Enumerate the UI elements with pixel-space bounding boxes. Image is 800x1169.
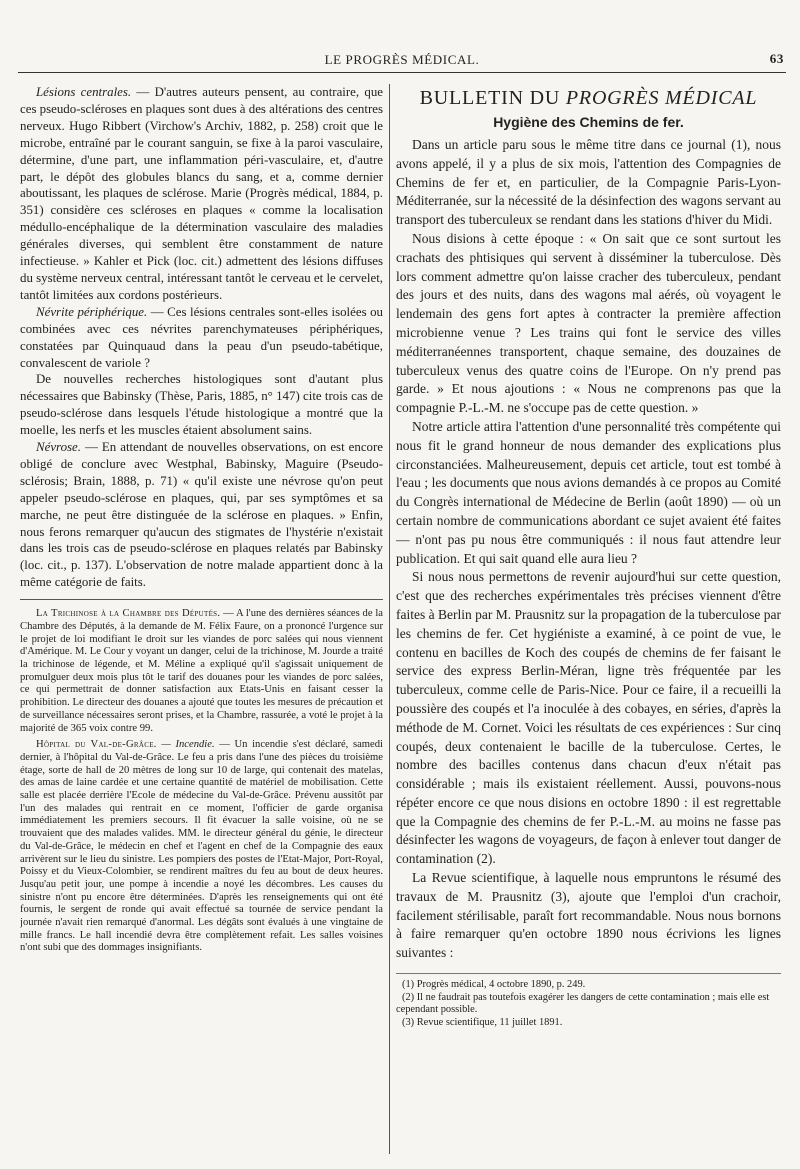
news-text: — A l'une des dernières séances de la Chambre des Députés, à la demande de M. Félix Faure, on a prononcé l'urgence sur le projet de loi modifiant le droit sur les viandes de porc salées qui nous viennent d'Amérique. M. Le Cour y voyant un danger, celui de la trichinose, M. Jourde a traité la trichinose de légende, et M. Méline a expliqué qu'il s'agissait uniquement de promulguer deux mois plus tôt le tarif des douanes pour les viandes de porc salées, ce qui permettrait de donner satisfaction aux Etats-Unis en faisant cesser la prohibition. Le directeur des douanes a ajouté que toutes les mesures de précaution et de surveillance nécessaires seront prises, et la Chambre, rassurée, a voté le projet à la majorité de 365 voix contre 99. [20,608,383,734]
news-heading: Hôpital du Val-de-Grâce. [36,739,157,751]
news-item-trichinose [20,608,383,735]
article-paragraph-5: La Revue scientifique, à laquelle nous empruntons le résumé des travaux de M. Prausnitz (3), ajoute que l'emploi d'un crachoir, facilement stérilisable, paraît fort recommandable. Nous nous bornons à faire remarquer qu'en octobre 1890 nous écrivions les lignes suivantes : [396,870,781,961]
news-heading: La Trichinose à la Chambre des Députés. [36,608,221,620]
article-paragraph-3: Notre article attira l'attention d'une personnalité très compétente qui nous fit le grand honneur de nous demander des explications plus circonstanciées. Malheureusement, depuis cet article, tout est tombé à l'eau ; les documents que nous avions demandés à ce propos au Comité du Congrès international de Médecine de Berlin (août 1890) — où un certain nombre de communications abordant ce sujet avaient été faites — n'ont pas pu nous être communiqués : il nous faut attendre leur publication. Et qui sait quand elle aura lieu ? [396,418,781,566]
footnote-3: (3) Revue scientifique, 11 juillet 1891. [402,1016,563,1028]
page-number: 63 [769,51,784,66]
footnotes [396,973,781,1029]
section-label: Lésions centrales. [36,85,132,99]
right-column [396,84,781,1149]
paragraph-text: — Ces lésions centrales sont-elles isolées ou combinées avec ces névrites parenchymateuses périphériques, constatées par Quinquaud dans la peau d'un pseudo-tabétique, convalescent de variole ? [20,304,383,370]
news-subheading: — Incendie. [156,739,215,751]
news-section [20,599,383,955]
news-item-val-de-grace [20,739,383,955]
paragraph-recherches: De nouvelles recherches histologiques sont d'autant plus nécessaires que Babinsky (Thèse, Paris, 1885, n° 147) cite trois cas de pseudo-sclérose dans lesquels l'étude histologique a montré que la moelle, les nerfs et les muscles étaient absolument sains. [20,372,383,438]
article-title: Hygiène des Chemins de fer. [493,114,684,130]
bulletin-heading-italic: PROGRÈS MÉDICAL [565,87,758,109]
news-text: — Un incendie s'est déclaré, samedi dernier, à l'hôpital du Val-de-Grâce. Le feu a pris dans l'une des pièces du troisième étage, sorte de hall de 20 mètres de long sur 10 de large, qui contenait des matelas, des amas de laine cardée et une certaine quantité de matériel de mobilisation. Cette salle est placée derrière l'Ecole de médecine du Val-de-Grâce. Prévenu aussitôt par l'un des malades qui rentrait en ce moment, l'officier de garde organisa immédiatement les premiers secours. Il fit évacuer la salle voisine, où ne se trouvaient que des malades valides. MM. le directeur général du génie, le directeur du Val-de-Grâce, le médecin en chef et l'agent en chef de la Compagnie des eaux arrivèrent sur le lieu du sinistre. Les pompiers des postes de l'Etat-Major, Port-Royal, Poissy et du Vieux-Colombier, se rendirent maîtres du feu au bout de deux heures. Jusqu'au petit jour, une pompe à incendie a noyé les décombres. Les causes du sinistre n'ont pu encore être déterminées. D'après les renseignements qui ont été fournis, le sergent de ronde qui avait effectué sa tournée de service pendant la journée n'avait rien remarqué d'anormal. Les dégâts sont évalués à une vingtaine de mille francs. Le hall incendié devra être complètement refait. Les salles voisines n'ont subi que des dommages insignifiants. [20,739,383,954]
section-label: Névrite périphérique. [36,304,148,319]
footnote-1: (1) Progrès médical, 4 octobre 1890, p. 249. [402,979,586,991]
paragraph-nevrose [20,439,383,591]
column-divider [389,84,390,1154]
journal-title: LE PROGRÈS MÉDICAL. [324,52,480,67]
section-label: Névrose. [36,440,81,455]
article-paragraph-4: Si nous nous permettons de revenir aujourd'hui sur cette question, c'est que des recherches expérimentales très précises viennent d'être faites à Berlin par M. Prausnitz sur la propagation de la tuberculose par les chemins de fer. Cet hygiéniste a examiné, à ce point de vue, le contenu en bacilles de Koch des coupés de chemins de fer faisant le service des express Berlin-Méran, ligne très fréquentée par les tuberculeux, comme celle de Paris-Nice. Pour ce faire, il a recueilli la poussière des coupés et l'a inoculée à des cobayes, en séries, d'après la méthode de M. Cornet. Voici les résultats de ces expériences : Sur cinq coupés, deux contenaient le bacille de la tuberculose. Certes, le nombre des bacilles contenus dans chacun d'eux n'était pas considérable ; mais ils existaient réellement. Aussi, pouvons-nous répéter encore ce que nous disions en octobre 1890 : il est regrettable que la Compagnie des chemins de fer P.-L.-M. au moins ne fasse pas désinfecter les wagons de voyageurs, de façon à enlever tout danger de contamination (2). [396,569,781,867]
article-paragraph-1: Dans un article paru sous le même titre dans ce journal (1), nous avons appelé, il y a plus de six mois, l'attention des Compagnies de Chemins de fer et, en particulier, de la Compagnie Paris-Lyon-Méditerranée, sur la nécessité de la désinfection des wagons servant au transport des tuberculeux se rendant dans les stations d'hiver du Midi. [396,137,781,228]
footnote-2: (2) Il ne faudrait pas toutefois exagérer les dangers de cette contamination ; mais elle est cependant possible. [396,991,770,1016]
left-column [20,84,383,1149]
bulletin-heading-plain: BULLETIN DU [419,87,566,109]
running-header [18,50,786,73]
paragraph-text: — D'autres auteurs pensent, au contraire, que ces pseudo-scléroses en plaques sont dues à des altérations des centres nerveux. Hugo Ribbert (Virchow's Archiv, 1882, p. 258) croit que le microbe, entraîné par le courant sanguin, se fixe à la paroi vasculaire, détermine, d'une part, une inflammation péri-vasculaire, et, d'autre part, le dépôt des globules blancs du sang, et a, comme dernier aboutissant, les plaques de sclérose. Marie (Progrès médical, 1884, p. 351) considère ces scléroses en plaques « comme la localisation médullo-encéphalique de la détermination vasculaire des maladies générales diverses, qui semblent être constamment de nature infectieuse. » Kahler et Pick (loc. cit.) admettent des lésions diffuses du système nerveux central, intéressant tantôt le cerveau et le cervelet, tantôt limitées aux cordons postérieurs. [20,85,383,302]
paragraph-text: — En attendant de nouvelles observations, on est encore obligé de conclure avec Westphal, Babinsky, Maguire (Pseudo-sclérosis; Brain, 1888, p. 71) « qu'il existe une névrose qu'on peut appeler pseudo-sclérose en plaques, qui, par ses symptômes et sa marche, ne peut être distinguée de la sclérose en plaques. » Enfin, nous ferons remarquer qu'aucun des stigmates de l'hystérie n'existait dans les trois cas de pseudo-sclérose en plaques relatés par Babinsky (loc. cit., p. 137). L'observation de notre malade appartient donc à la même catégorie de faits. [20,440,383,590]
bulletin-heading [396,86,781,110]
article-paragraph-2: Nous disions à cette époque : « On sait que ce sont surtout les crachats des phtisiques qui servent à disséminer la tuberculose. Dès lors comment admettre qu'on laisse cracher des tuberculeux, pendant des jours et des nuits, dans des wagons mal aérés, où voyagent le lendemain des gens fort aptes à contracter la première affection microbienne venue ? Les trains qui font le service des villes méditerranéennes transportent, chaque semaine, des douzaines de tuberculeux venus des quatre coins de l'Europe. On n'y prend pas garde. » Et nous ajoutions : « Nous ne comprenons pas que la compagnie P.-L.-M. ne s'occupe pas de cette question. » [396,230,781,416]
paragraph-nevrite [20,304,383,372]
paragraph-lesions-centrales [20,84,383,304]
